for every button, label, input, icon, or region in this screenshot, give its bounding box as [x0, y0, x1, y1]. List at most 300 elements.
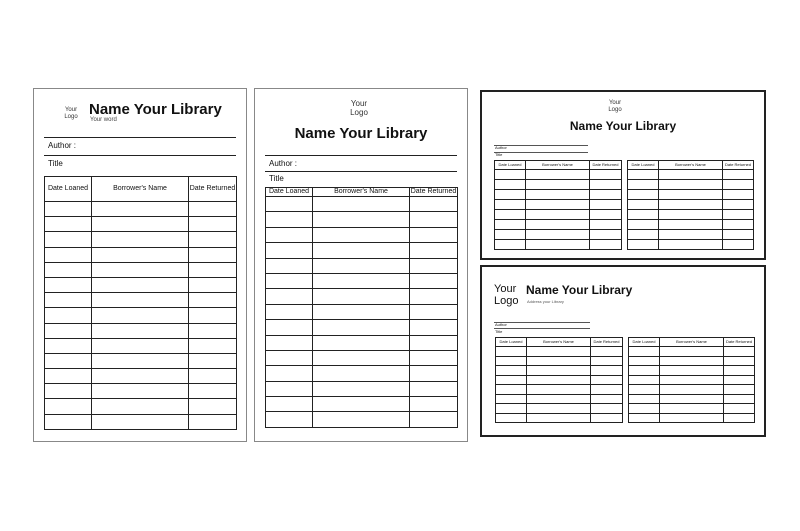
- table-cell: [628, 170, 659, 180]
- table-cell: [590, 190, 622, 200]
- table-cell: [496, 404, 527, 414]
- column-header: Borrower's Name: [660, 338, 724, 347]
- divider: [494, 145, 588, 146]
- table-cell: [92, 414, 189, 429]
- divider: [494, 152, 588, 153]
- table-cell: [45, 384, 92, 399]
- table-cell: [629, 356, 660, 366]
- table-cell: [629, 394, 660, 404]
- table-cell: [591, 404, 623, 414]
- table-cell: [526, 190, 590, 200]
- table-row: [629, 356, 755, 366]
- library-card-portrait-2: [254, 88, 468, 442]
- title-label: Title: [495, 329, 503, 334]
- table-cell: [410, 381, 458, 396]
- table-cell: [495, 210, 526, 220]
- loan-table-right: [628, 337, 755, 423]
- table-cell: [313, 412, 410, 427]
- table-cell: [591, 375, 623, 385]
- table-cell: [496, 375, 527, 385]
- table-row: [496, 413, 623, 423]
- table-cell: [590, 230, 622, 240]
- table-row: [266, 397, 458, 412]
- column-header: Borrower's Name: [92, 177, 189, 202]
- table-cell: [526, 220, 590, 230]
- table-row: [629, 347, 755, 357]
- table-cell: [266, 258, 313, 273]
- column-header: Borrower's Name: [313, 188, 410, 197]
- table-cell: [527, 413, 591, 423]
- library-card-portrait-1: [33, 88, 247, 442]
- table-cell: [189, 262, 237, 277]
- table-cell: [410, 304, 458, 319]
- table-cell: [266, 397, 313, 412]
- table-row: [45, 384, 237, 399]
- table-cell: [45, 217, 92, 232]
- divider: [494, 328, 590, 329]
- table-row: [628, 190, 754, 200]
- table-cell: [313, 227, 410, 242]
- table-cell: [629, 347, 660, 357]
- table-cell: [723, 220, 754, 230]
- table-cell: [189, 308, 237, 323]
- table-cell: [660, 347, 724, 357]
- table-cell: [590, 240, 622, 250]
- table-cell: [495, 180, 526, 190]
- table-cell: [92, 247, 189, 262]
- divider: [265, 171, 457, 172]
- table-cell: [527, 375, 591, 385]
- table-cell: [526, 180, 590, 190]
- table-row: [266, 381, 458, 396]
- table-row: [266, 350, 458, 365]
- table-cell: [526, 170, 590, 180]
- table-cell: [313, 397, 410, 412]
- table-cell: [45, 369, 92, 384]
- table-cell: [92, 369, 189, 384]
- table-cell: [266, 197, 313, 212]
- table-cell: [724, 347, 755, 357]
- table-cell: [45, 414, 92, 429]
- table-cell: [591, 356, 623, 366]
- table-cell: [189, 369, 237, 384]
- table-row: [266, 273, 458, 288]
- table-row: [495, 170, 622, 180]
- library-name: Name Your Library: [294, 125, 428, 142]
- table-cell: [410, 320, 458, 335]
- library-subtitle: Address your Library: [527, 299, 564, 304]
- table-cell: [723, 200, 754, 210]
- table-row: [495, 190, 622, 200]
- column-header: Date Loaned: [496, 338, 527, 347]
- table-cell: [266, 412, 313, 427]
- table-cell: [629, 375, 660, 385]
- table-row: [495, 220, 622, 230]
- table-cell: [660, 375, 724, 385]
- column-header: Date Returned: [410, 188, 457, 195]
- table-row: [45, 217, 237, 232]
- table-cell: [410, 335, 458, 350]
- table-cell: [660, 404, 724, 414]
- table-row: [45, 338, 237, 353]
- column-header: Date Returned: [723, 161, 754, 170]
- table-cell: [591, 413, 623, 423]
- table-row: [45, 262, 237, 277]
- table-row: [266, 243, 458, 258]
- table-cell: [410, 273, 458, 288]
- table-cell: [590, 210, 622, 220]
- table-cell: [313, 320, 410, 335]
- table-cell: [313, 289, 410, 304]
- table-cell: [313, 335, 410, 350]
- table-cell: [92, 277, 189, 292]
- table-cell: [659, 240, 723, 250]
- table-cell: [92, 338, 189, 353]
- title-label: Title: [495, 152, 503, 157]
- table-header-row: [266, 188, 458, 197]
- column-header: Date Loaned: [628, 161, 659, 170]
- table-cell: [724, 413, 755, 423]
- table-cell: [313, 197, 410, 212]
- table-row: [45, 308, 237, 323]
- table-cell: [266, 212, 313, 227]
- table-cell: [45, 262, 92, 277]
- library-name: Name Your Library: [569, 119, 677, 133]
- table-row: [629, 413, 755, 423]
- table-cell: [496, 347, 527, 357]
- table-header-row: [496, 338, 623, 347]
- table-row: [45, 202, 237, 217]
- table-cell: [313, 273, 410, 288]
- table-row: [45, 323, 237, 338]
- table-row: [628, 210, 754, 220]
- table-cell: [266, 289, 313, 304]
- loan-table-left: [494, 160, 622, 250]
- table-cell: [266, 304, 313, 319]
- table-cell: [495, 240, 526, 250]
- table-cell: [45, 308, 92, 323]
- table-cell: [45, 293, 92, 308]
- table-cell: [410, 289, 458, 304]
- table-cell: [590, 200, 622, 210]
- table-cell: [527, 366, 591, 376]
- table-header-row: [495, 161, 622, 170]
- table-cell: [591, 385, 623, 395]
- table-cell: [45, 353, 92, 368]
- table-cell: [660, 394, 724, 404]
- table-cell: [45, 323, 92, 338]
- table-cell: [189, 293, 237, 308]
- table-header-row: [628, 161, 754, 170]
- table-cell: [526, 200, 590, 210]
- table-row: [495, 240, 622, 250]
- table-cell: [410, 350, 458, 365]
- table-cell: [527, 404, 591, 414]
- table-row: [45, 232, 237, 247]
- table-cell: [659, 190, 723, 200]
- table-cell: [496, 394, 527, 404]
- divider: [265, 155, 457, 156]
- loan-table: [265, 187, 458, 428]
- divider: [44, 155, 236, 156]
- table-cell: [266, 350, 313, 365]
- table-cell: [266, 381, 313, 396]
- table-cell: [590, 170, 622, 180]
- table-row: [629, 404, 755, 414]
- table-cell: [526, 240, 590, 250]
- table-cell: [313, 366, 410, 381]
- table-cell: [496, 413, 527, 423]
- table-cell: [92, 202, 189, 217]
- table-cell: [527, 347, 591, 357]
- column-header: Date Returned: [591, 338, 623, 347]
- table-cell: [724, 385, 755, 395]
- table-row: [266, 212, 458, 227]
- table-cell: [313, 381, 410, 396]
- author-label: Author :: [269, 159, 298, 168]
- column-header: Date Loaned: [266, 188, 313, 197]
- table-cell: [92, 262, 189, 277]
- logo-placeholder: Your Logo: [64, 107, 78, 120]
- column-header: Date Loaned: [495, 161, 526, 170]
- table-cell: [724, 394, 755, 404]
- table-row: [266, 258, 458, 273]
- table-cell: [628, 210, 659, 220]
- title-label: Title: [48, 159, 63, 168]
- table-cell: [591, 347, 623, 357]
- table-row: [45, 353, 237, 368]
- table-cell: [659, 200, 723, 210]
- table-cell: [496, 356, 527, 366]
- table-cell: [724, 356, 755, 366]
- table-row: [45, 293, 237, 308]
- column-header: Date Loaned: [629, 338, 660, 347]
- title-label: Title: [269, 174, 284, 183]
- author-label: Author :: [48, 141, 77, 150]
- table-cell: [92, 353, 189, 368]
- table-cell: [189, 247, 237, 262]
- table-row: [628, 220, 754, 230]
- table-row: [266, 227, 458, 242]
- column-header: Borrower's Name: [659, 161, 723, 170]
- table-row: [496, 347, 623, 357]
- table-cell: [189, 338, 237, 353]
- table-cell: [495, 220, 526, 230]
- table-cell: [45, 232, 92, 247]
- table-cell: [628, 230, 659, 240]
- table-row: [266, 335, 458, 350]
- table-row: [266, 197, 458, 212]
- table-cell: [92, 232, 189, 247]
- table-cell: [724, 404, 755, 414]
- table-cell: [660, 356, 724, 366]
- divider: [494, 322, 590, 323]
- table-cell: [266, 227, 313, 242]
- table-cell: [659, 220, 723, 230]
- table-cell: [723, 180, 754, 190]
- table-row: [496, 394, 623, 404]
- table-cell: [189, 277, 237, 292]
- table-row: [496, 375, 623, 385]
- logo-placeholder: Your Logo: [494, 283, 519, 307]
- table-row: [495, 200, 622, 210]
- table-cell: [313, 350, 410, 365]
- column-header: Date Returned: [189, 177, 237, 202]
- table-cell: [92, 399, 189, 414]
- table-cell: [92, 217, 189, 232]
- table-cell: [266, 273, 313, 288]
- table-cell: [526, 210, 590, 220]
- table-cell: [495, 170, 526, 180]
- table-row: [496, 366, 623, 376]
- author-label: Author: [495, 145, 507, 150]
- table-row: [496, 356, 623, 366]
- table-cell: [527, 356, 591, 366]
- table-cell: [629, 404, 660, 414]
- table-cell: [495, 200, 526, 210]
- table-cell: [659, 230, 723, 240]
- table-row: [45, 247, 237, 262]
- table-cell: [266, 366, 313, 381]
- table-cell: [410, 197, 458, 212]
- table-cell: [723, 240, 754, 250]
- table-row: [629, 385, 755, 395]
- table-cell: [189, 353, 237, 368]
- table-cell: [410, 227, 458, 242]
- table-cell: [660, 366, 724, 376]
- table-cell: [628, 180, 659, 190]
- table-cell: [92, 308, 189, 323]
- table-row: [495, 230, 622, 240]
- table-cell: [266, 320, 313, 335]
- column-header: Borrower's Name: [527, 338, 591, 347]
- table-row: [496, 404, 623, 414]
- table-cell: [189, 232, 237, 247]
- table-cell: [410, 397, 458, 412]
- table-row: [266, 412, 458, 427]
- table-row: [45, 414, 237, 429]
- table-cell: [313, 212, 410, 227]
- table-cell: [496, 385, 527, 395]
- table-row: [629, 366, 755, 376]
- table-row: [628, 180, 754, 190]
- table-cell: [313, 258, 410, 273]
- column-header: Borrower's Name: [526, 161, 590, 170]
- table-cell: [189, 202, 237, 217]
- table-row: [628, 170, 754, 180]
- table-cell: [527, 394, 591, 404]
- table-cell: [660, 385, 724, 395]
- table-cell: [410, 258, 458, 273]
- loan-table-left: [495, 337, 623, 423]
- table-cell: [591, 366, 623, 376]
- library-name: Name Your Library: [526, 283, 633, 297]
- divider: [44, 137, 236, 138]
- table-cell: [628, 240, 659, 250]
- table-cell: [527, 385, 591, 395]
- column-header: Date Loaned: [45, 177, 92, 202]
- table-cell: [313, 304, 410, 319]
- author-label: Author: [495, 322, 507, 327]
- table-cell: [45, 338, 92, 353]
- table-row: [629, 375, 755, 385]
- table-row: [45, 277, 237, 292]
- table-row: [495, 210, 622, 220]
- table-row: [266, 289, 458, 304]
- table-cell: [591, 394, 623, 404]
- table-cell: [45, 202, 92, 217]
- library-card-landscape-2: [480, 265, 766, 437]
- table-cell: [45, 247, 92, 262]
- table-cell: [410, 366, 458, 381]
- table-cell: [660, 413, 724, 423]
- table-cell: [189, 323, 237, 338]
- table-cell: [495, 230, 526, 240]
- logo-placeholder: Your Logo: [608, 100, 622, 113]
- table-cell: [189, 217, 237, 232]
- table-cell: [659, 170, 723, 180]
- table-cell: [526, 230, 590, 240]
- table-cell: [45, 399, 92, 414]
- table-cell: [313, 243, 410, 258]
- table-row: [496, 385, 623, 395]
- table-cell: [723, 170, 754, 180]
- table-header-row: [629, 338, 755, 347]
- table-cell: [723, 210, 754, 220]
- table-cell: [628, 220, 659, 230]
- table-cell: [590, 220, 622, 230]
- table-cell: [724, 366, 755, 376]
- table-row: [45, 399, 237, 414]
- loan-table-right: [627, 160, 754, 250]
- table-row: [45, 369, 237, 384]
- table-row: [628, 200, 754, 210]
- table-row: [495, 180, 622, 190]
- table-cell: [629, 385, 660, 395]
- table-cell: [629, 366, 660, 376]
- library-subtitle: Your word: [90, 117, 117, 123]
- library-card-landscape-1: [480, 90, 766, 260]
- column-header: Date Returned: [724, 338, 755, 347]
- table-row: [628, 240, 754, 250]
- table-cell: [659, 210, 723, 220]
- table-row: [629, 394, 755, 404]
- table-row: [266, 320, 458, 335]
- table-cell: [410, 412, 458, 427]
- table-cell: [724, 375, 755, 385]
- table-cell: [659, 180, 723, 190]
- table-cell: [92, 384, 189, 399]
- table-cell: [723, 230, 754, 240]
- table-cell: [495, 190, 526, 200]
- table-row: [628, 230, 754, 240]
- table-cell: [410, 212, 458, 227]
- table-cell: [266, 335, 313, 350]
- table-cell: [629, 413, 660, 423]
- table-cell: [45, 277, 92, 292]
- loan-table: [44, 176, 237, 430]
- table-cell: [723, 190, 754, 200]
- table-cell: [189, 414, 237, 429]
- table-cell: [189, 399, 237, 414]
- table-row: [266, 304, 458, 319]
- table-cell: [189, 384, 237, 399]
- table-cell: [266, 243, 313, 258]
- table-cell: [410, 243, 458, 258]
- table-header-row: [45, 177, 237, 202]
- library-name: Name Your Library: [89, 101, 222, 118]
- table-cell: [628, 190, 659, 200]
